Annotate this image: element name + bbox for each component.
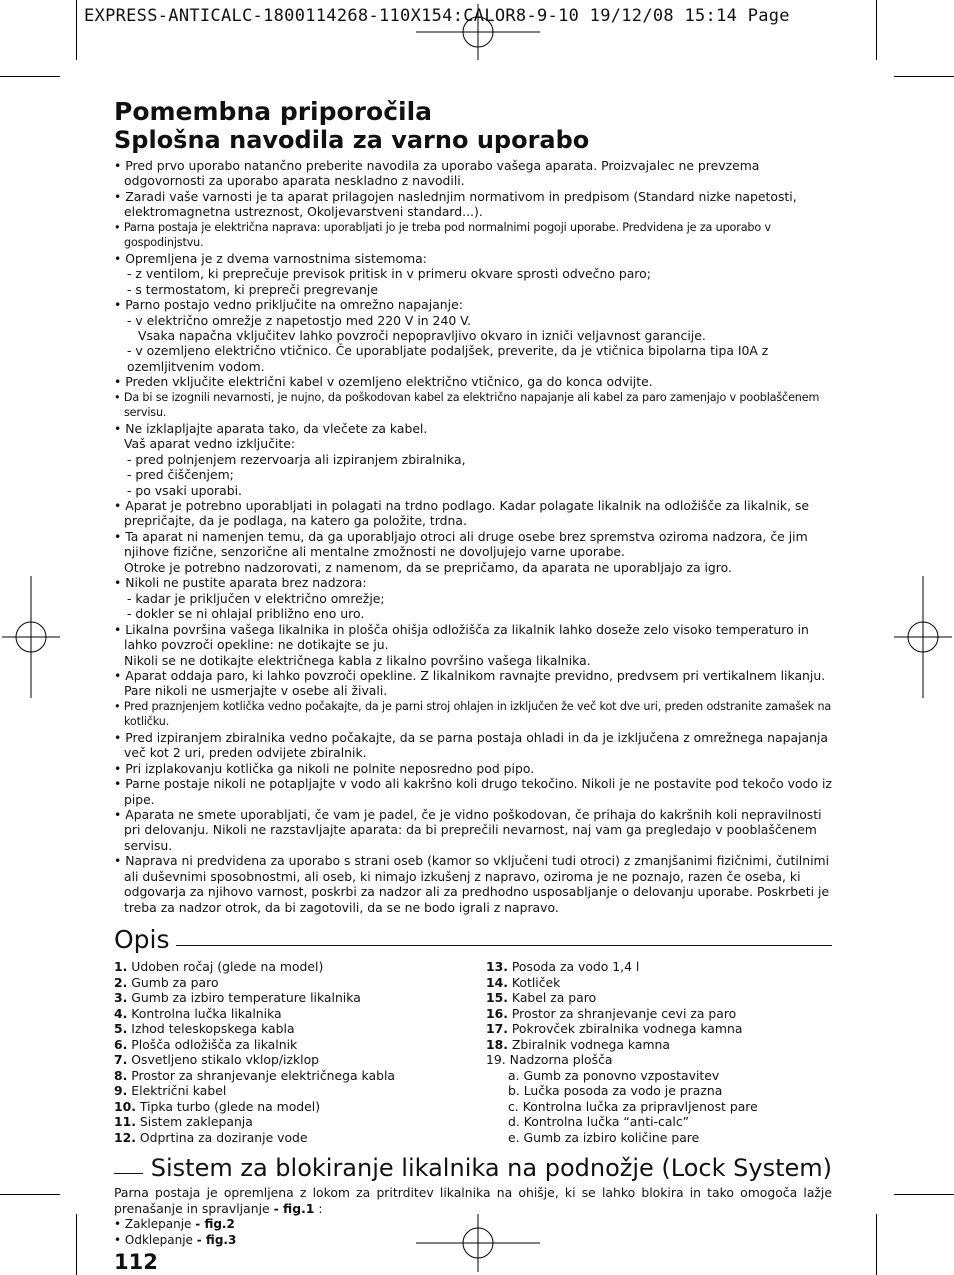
- opis-title: Opis: [114, 925, 170, 955]
- part-number: 8.: [114, 1067, 128, 1083]
- part-item: [114, 1130, 486, 1146]
- part-label: Električni kabel: [131, 1083, 227, 1099]
- part-number: 11.: [114, 1114, 136, 1130]
- part-label: Zbiralnik vodnega kamna: [511, 1036, 670, 1052]
- part-number: 3.: [114, 990, 128, 1006]
- safety-item: • Aparat je potrebno uporabljati in polagati na trdno podlago. Kadar polagate likalnik na odložišče za likalnik, se prepričajte, da je podlaga, na katero ga položite, trdna.: [114, 497, 810, 529]
- part-item: [114, 990, 486, 1006]
- part-label: Nadzorna plošča: [509, 1052, 613, 1068]
- safety-item: - kadar je priključen v električno omrežje;: [127, 590, 385, 606]
- safety-item: - v ozemljeno električno vtičnico. Če uporabljate podaljšek, preverite, da je vtičnica bipolarna tipa I0A z ozemljitvenim vodom.: [127, 343, 769, 374]
- registration-mark-icon: [894, 576, 952, 698]
- part-label: Tipka turbo (glede na model): [139, 1098, 321, 1114]
- lock-bullets: [114, 1216, 832, 1248]
- crop-mark: [894, 76, 954, 77]
- part-label: Kotliček: [511, 974, 561, 990]
- part-item: [114, 1006, 486, 1022]
- safety-item: - dokler se ni ohlajal približno eno uro.: [127, 606, 365, 622]
- safety-item: • Ne izklapljajte aparata tako, da vlečete za kabel.: [114, 420, 428, 436]
- part-subitem: c. Kontrolna lučka za pripravljenost pare: [508, 1098, 758, 1114]
- parts-column-left: [114, 959, 486, 1145]
- part-number: 13.: [486, 959, 508, 975]
- crop-mark: [76, 0, 77, 60]
- safety-item: - v električno omrežje z napetostjo med 220 V in 240 V.: [127, 312, 471, 328]
- part-item: [486, 1052, 832, 1068]
- part-label: Prostor za shranjevanje električnega kabla: [131, 1067, 396, 1083]
- part-number: 18.: [486, 1036, 508, 1052]
- divider: [114, 1173, 143, 1174]
- parts-column-right: [486, 959, 832, 1145]
- part-label: Izhod teleskopskega kabla: [131, 1021, 295, 1037]
- part-number: 15.: [486, 990, 508, 1006]
- part-number: 4.: [114, 1005, 128, 1021]
- part-label: Gumb za paro: [131, 974, 219, 990]
- lock-bullet: [114, 1232, 832, 1248]
- crop-mark: [876, 1214, 877, 1275]
- crop-mark: [76, 1214, 77, 1275]
- safety-item: • Parno postajo vedno priključite na omrežno napajanje:: [114, 297, 463, 313]
- part-number: 1.: [114, 959, 128, 975]
- part-number: 12.: [114, 1129, 136, 1145]
- safety-item: Vaš aparat vedno izključite:: [124, 436, 295, 452]
- safety-item: Vsaka napačna vključitev lahko povzroči nepopravljivo okvaro in izniči veljavnost garancije.: [138, 327, 706, 343]
- lock-bullet: [114, 1216, 832, 1232]
- part-number: 14.: [486, 974, 508, 990]
- lock-bullet-label: Odklepanje: [124, 1233, 193, 1248]
- part-label: Odprtina za doziranje vode: [139, 1129, 308, 1145]
- lock-paragraph: [114, 1185, 832, 1216]
- part-subitem: a. Gumb za ponovno vzpostavitev: [508, 1067, 720, 1083]
- bullet-icon: •: [114, 1233, 125, 1248]
- part-item: [114, 1083, 486, 1099]
- part-subitem: d. Kontrolna lučka “anti-calc”: [508, 1114, 690, 1130]
- crop-mark: [894, 1194, 954, 1195]
- part-item: [114, 975, 486, 991]
- part-item: [114, 1052, 486, 1068]
- crop-mark: [0, 1194, 60, 1195]
- safety-item: • Likalna površina vašega likalnika in plošča ohišja odložišča za likalnik lahko doseže zelo visoko temperaturo in lahko povzroči opekline: ne dotikajte se ju.: [114, 621, 809, 653]
- part-label: Plošča odložišča za likalnik: [131, 1036, 298, 1052]
- part-item: [114, 1099, 486, 1115]
- page-number: 112: [114, 1250, 158, 1275]
- safety-item: • Aparata ne smete uporabljati, če vam je padel, če je vidno poškodovan, če prihaja do kakršnih koli nepravilnosti pri delovanju. Nikoli ne razstavljajte aparata: da bi preprečili nevarnost, naj vam ga pregledajo v pooblaščenem servisu.: [114, 807, 822, 853]
- part-item: [114, 1114, 486, 1130]
- lock-text-end: :: [314, 1200, 323, 1216]
- part-label: Posoda za vodo 1,4 l: [511, 959, 640, 975]
- safety-item: - pred čiščenjem;: [127, 467, 234, 483]
- fig-ref: - fig.2: [195, 1217, 235, 1232]
- safety-item: • Nikoli ne pustite aparata brez nadzora:: [114, 575, 367, 591]
- part-number: 10.: [114, 1098, 136, 1114]
- part-item: [114, 1068, 486, 1084]
- part-label: Kabel za paro: [511, 990, 597, 1006]
- safety-item: • Pred izpiranjem zbiralnika vedno počakajte, da se parna postaja ohladi in da je izključena z omrežnega napajanja več kot 2 uri, preden odvijete zbiralnik.: [114, 729, 828, 761]
- safety-item: • Parna postaja je električna naprava: uporabljati jo je treba pod normalnimi pogoji uporabe. Predvidena je za uporabo v gospodinjstvu.: [114, 220, 771, 250]
- part-label: Sistem zaklepanja: [139, 1114, 253, 1130]
- safety-item: • Zaradi vaše varnosti je ta aparat prilagojen naslednjim normativom in predpisom (Standard nizke napetosti, elektromagnetna ustreznost, Okoljevarstveni standard...).: [114, 188, 797, 220]
- page-content: [114, 98, 832, 1274]
- safety-item: - pred polnjenjem rezervoarja ali izpiranjem zbiralnika,: [127, 451, 466, 467]
- part-number: 19.: [486, 1052, 506, 1068]
- safety-item: - z ventilom, ki preprečuje previsok pritisk in v primeru okvare sprosti odvečno paro;: [127, 266, 651, 282]
- divider: [176, 945, 832, 946]
- registration-mark-icon: [2, 576, 60, 698]
- lock-bullet-label: Zaklepanje: [124, 1217, 192, 1232]
- section-subtitle: Splošna navodila za varno uporabo: [114, 126, 590, 154]
- part-label: Kontrolna lučka likalnika: [131, 1005, 282, 1021]
- safety-item: • Pred praznjenjem kotlička vedno počakajte, da je parni stroj ohlajen in izključen že več kot dve uri, preden odstranite zamašek na kotličku.: [114, 699, 832, 729]
- part-number: 16.: [486, 1005, 508, 1021]
- safety-item: • Pri izplakovanju kotlička ga nikoli ne polnite neposredno pod pipo.: [114, 760, 535, 776]
- safety-item: - s termostatom, ki prepreči pregrevanje: [127, 281, 378, 297]
- registration-mark-icon: [416, 4, 540, 60]
- safety-item: • Da bi se izognili nevarnosti, je nujno, da poškodovan kabel za električno napajanje ali kabel za paro zamenjajo v pooblaščenem servisu.: [114, 390, 820, 420]
- part-item: [486, 959, 832, 975]
- fig-ref: - fig.1: [273, 1200, 315, 1216]
- safety-item: • Aparat oddaja paro, ki lahko povzroči opekline. Z likalnikom ravnajte previdno, predvsem pri vertikalnem likanju. Pare nikoli ne usmerjajte v osebe ali živali.: [114, 667, 826, 699]
- safety-item: • Preden vključite električni kabel v ozemljeno električno vtičnico, ga do konca odvijte.: [114, 374, 653, 390]
- part-number: 6.: [114, 1036, 128, 1052]
- part-number: 2.: [114, 974, 128, 990]
- section-title: Pomembna priporočila: [114, 97, 433, 126]
- fig-ref: - fig.3: [196, 1233, 237, 1248]
- lock-title: Sistem za blokiranje likalnika na podnožje (Lock System): [150, 1154, 832, 1183]
- safety-instructions: [114, 158, 832, 915]
- part-label: Udoben ročaj (glede na model): [131, 959, 324, 975]
- safety-item: • Ta aparat ni namenjen temu, da ga uporabljajo otroci ali druge osebe brez spremstva oziroma nadzora, če jim njihove fizične, senzorične ali mentalne zmožnosti ne dovoljujejo varne uporabe.: [114, 528, 808, 560]
- part-label: Gumb za izbiro temperature likalnika: [131, 990, 361, 1006]
- bullet-icon: •: [114, 1217, 125, 1232]
- part-item: [486, 1006, 832, 1022]
- safety-item: • Naprava ni predvidena za uporabo s strani oseb (kamor so vključeni tudi otroci) z zmanjšanimi fizičnimi, čutilnimi ali duševnimi sposobnostmi, ali oseb, ki nimajo izkušenj z napravo, oziroma je ne poznajo, razen če oseba, ki odgovarja za njihovo varnost, poskrbi za nadzor ali za predhodno usposabljanje o delovanju uporabe. Poskrbeti je treba za nadzor otrok, da bi zagotovili, da se ne bodo igrali z napravo.: [114, 853, 830, 915]
- safety-item: • Pred prvo uporabo natančno preberite navodila za uporabo vašega aparata. Proizvajalec ne prevzema odgovornosti za uporabo aparata neskladno z navodili.: [114, 158, 760, 189]
- part-number: 7.: [114, 1052, 128, 1068]
- lock-header: [114, 1153, 832, 1183]
- safety-item: • Opremljena je z dvema varnostnima sistemoma:: [114, 250, 427, 266]
- safety-item: - po vsaki uporabi.: [127, 482, 242, 498]
- safety-item: Otroke je potrebno nadzorovati, z namenom, da se prepričamo, da aparata ne uporabljajo za igro.: [124, 559, 732, 575]
- printer-slug: EXPRESS-ANTICALC-1800114268-110X154:CALOR8-9-10 19/12/08 15:14 Page: [84, 6, 790, 26]
- crop-mark: [0, 76, 60, 77]
- part-subitem: b. Lučka posoda za vodo je prazna: [508, 1083, 723, 1099]
- part-label: Prostor za shranjevanje cevi za paro: [511, 1005, 737, 1021]
- lock-text: Parna postaja je opremljena z lokom za pritrditev likalnika na ohišje, ki se lahko blokira in tako omogoča lažje prenašanje in spravljanje: [114, 1185, 832, 1216]
- part-item: [486, 1037, 832, 1053]
- part-item: [486, 1021, 832, 1037]
- part-item: [114, 1037, 486, 1053]
- part-item: [114, 1021, 486, 1037]
- safety-item: • Parne postaje nikoli ne potapljajte v vodo ali kakršno koli drugo tekočino. Nikoli je ne postavite pod tekočo vodo iz pipe.: [114, 776, 832, 807]
- part-number: 5.: [114, 1021, 128, 1037]
- part-label: Osvetljeno stikalo vklop/izklop: [131, 1052, 320, 1068]
- parts-list: [114, 959, 832, 1145]
- part-label: Pokrovček zbiralnika vodnega kamna: [511, 1021, 743, 1037]
- part-item: [114, 959, 486, 975]
- part-subitem: e. Gumb za izbiro količine pare: [508, 1129, 700, 1145]
- safety-item: Nikoli se ne dotikajte električnega kabla z likalno površino vašega likalnika.: [124, 652, 591, 668]
- crop-mark: [876, 0, 877, 60]
- part-number: 17.: [486, 1021, 508, 1037]
- opis-header: [114, 925, 832, 955]
- part-item: [486, 990, 832, 1006]
- part-item: [486, 975, 832, 991]
- part-number: 9.: [114, 1083, 128, 1099]
